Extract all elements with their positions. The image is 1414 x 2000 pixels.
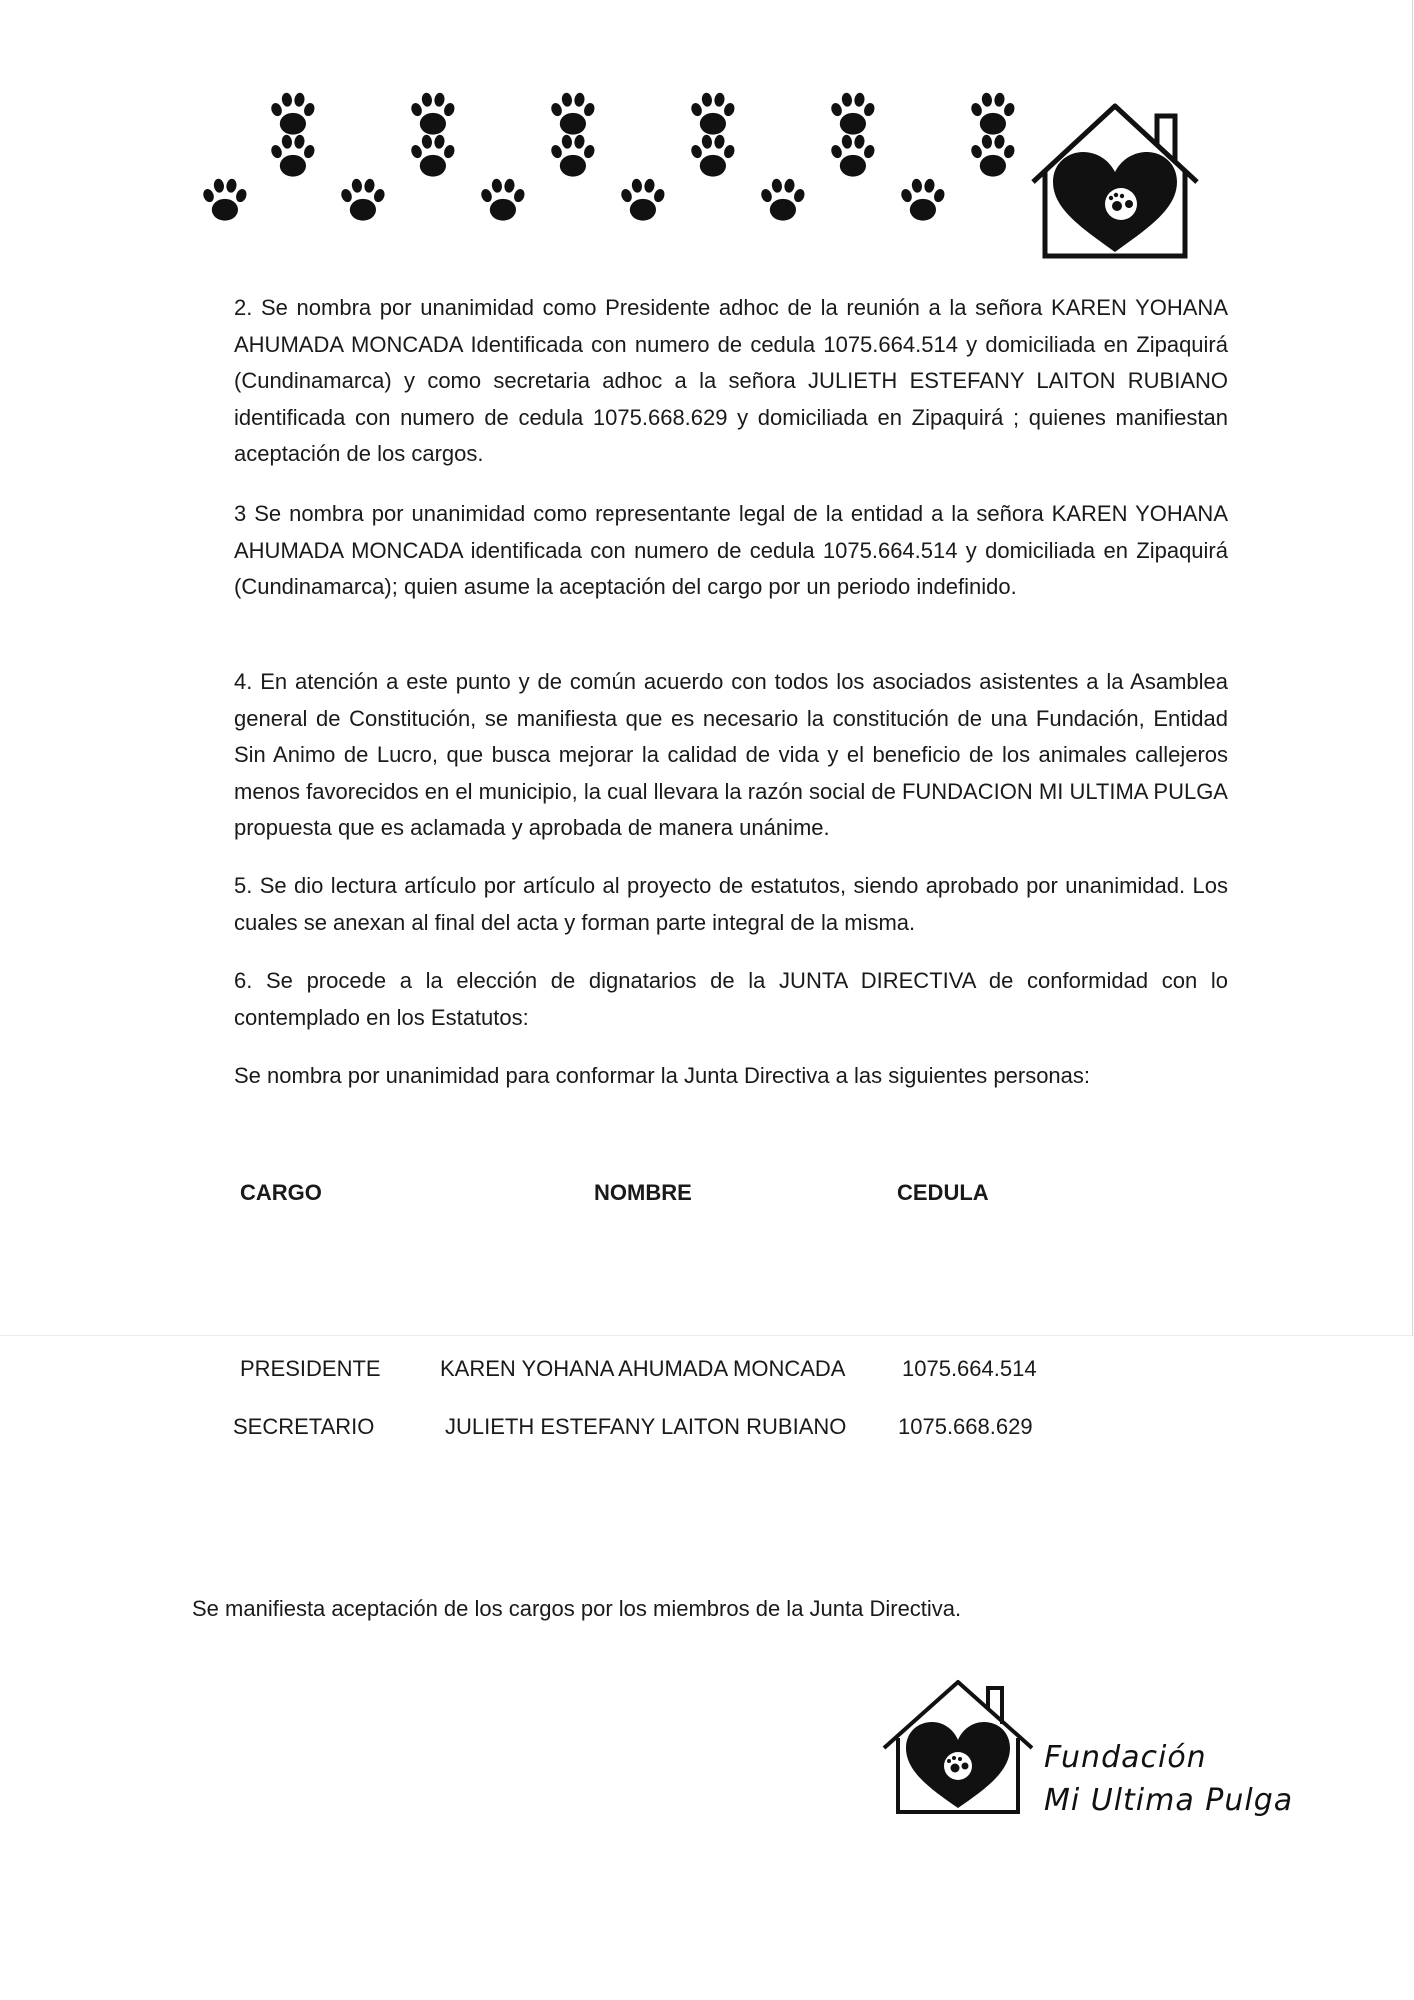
paw-print-icon <box>900 177 948 225</box>
paw-print-icon <box>410 91 458 139</box>
table-cell-cedula: 1075.668.629 <box>898 1414 1033 1439</box>
board-intro-text: Se nombra por unanimidad para conformar la Junta Directiva a las siguientes personas: <box>234 1063 1091 1088</box>
foundation-logo-icon <box>878 1676 1038 1816</box>
paw-print-icon <box>270 91 318 139</box>
paw-print-icon <box>970 91 1018 139</box>
column-header-cargo: CARGO <box>240 1180 322 1205</box>
paw-print-icon <box>830 133 878 181</box>
table-cell-cargo: SECRETARIO <box>233 1414 375 1439</box>
paw-print-icon <box>270 133 318 181</box>
paw-print-icon <box>690 91 738 139</box>
column-header-nombre: NOMBRE <box>594 1180 692 1205</box>
page-edge-line <box>1412 0 1413 1335</box>
paragraph-item-5: 5. Se dio lectura artículo por artículo al proyecto de estatutos, siendo aprobado por unanimidad. Los cuales se anexan al final del acta y forman parte integral de la misma. <box>234 873 1228 935</box>
paw-print-icon <box>202 177 250 225</box>
closing-statement: Se manifiesta aceptación de los cargos por los miembros de la Junta Directiva. <box>192 1596 962 1621</box>
paragraph-item-2: 2. Se nombra por unanimidad como Presidente adhoc de la reunión a la señora KAREN YOHANA AHUMADA MONCADA Identificada con numero de cedula 1075.664.514 y domiciliada en Zipaquirá (Cundinamarca) y como secretaria adhoc a la señora JULIETH ESTEFANY LAITON RUBIANO identificada con numero de cedula 1075.668.629 y domiciliada en Zipaquirá ; quienes manifiestan aceptación de los cargos. <box>234 295 1228 466</box>
paw-print-icon <box>690 133 738 181</box>
paw-print-icon <box>620 177 668 225</box>
logo-text-line-1: Fundación <box>1044 1740 1207 1775</box>
table-cell-cedula: 1075.664.514 <box>902 1356 1037 1381</box>
paragraph-item-3: 3 Se nombra por unanimidad como representante legal de la entidad a la señora KAREN YOHANA AHUMADA MONCADA identificada con numero de cedula 1075.664.514 y domiciliada en Zipaquirá (Cundinamarca); quien asume la aceptación del cargo por un periodo indefinido. <box>234 501 1228 599</box>
house-heart-logo-icon <box>1025 100 1205 260</box>
paw-print-icon <box>550 133 598 181</box>
paw-print-icon <box>340 177 388 225</box>
paw-print-icon <box>760 177 808 225</box>
paw-print-icon <box>970 133 1018 181</box>
table-cell-cargo: PRESIDENTE <box>240 1356 381 1381</box>
table-cell-nombre: JULIETH ESTEFANY LAITON RUBIANO <box>445 1414 847 1439</box>
paragraph-item-6: 6. Se procede a la elección de dignatarios de la JUNTA DIRECTIVA de conformidad con lo contemplado en los Estatutos: <box>234 968 1228 1030</box>
logo-text-line-2: Mi Ultima Pulga <box>1044 1783 1294 1818</box>
paw-print-icon <box>480 177 528 225</box>
scan-fold-line <box>0 1335 1414 1336</box>
paragraph-item-4: 4. En atención a este punto y de común acuerdo con todos los asociados asistentes a la Asamblea general de Constitución, se manifiesta que es necesario la constitución de una Fundación, Entidad Sin Animo de Lucro, que busca mejorar la calidad de vida y el beneficio de los animales callejeros menos favorecidos en el municipio, la cual llevara la razón social de FUNDACION MI ULTIMA PULGA propuesta que es aclamada y aprobada de manera unánime. <box>234 669 1228 840</box>
column-header-cedula: CEDULA <box>897 1180 989 1205</box>
paw-print-icon <box>550 91 598 139</box>
table-cell-nombre: KAREN YOHANA AHUMADA MONCADA <box>440 1356 846 1381</box>
paw-print-icon <box>410 133 458 181</box>
paw-print-icon <box>830 91 878 139</box>
